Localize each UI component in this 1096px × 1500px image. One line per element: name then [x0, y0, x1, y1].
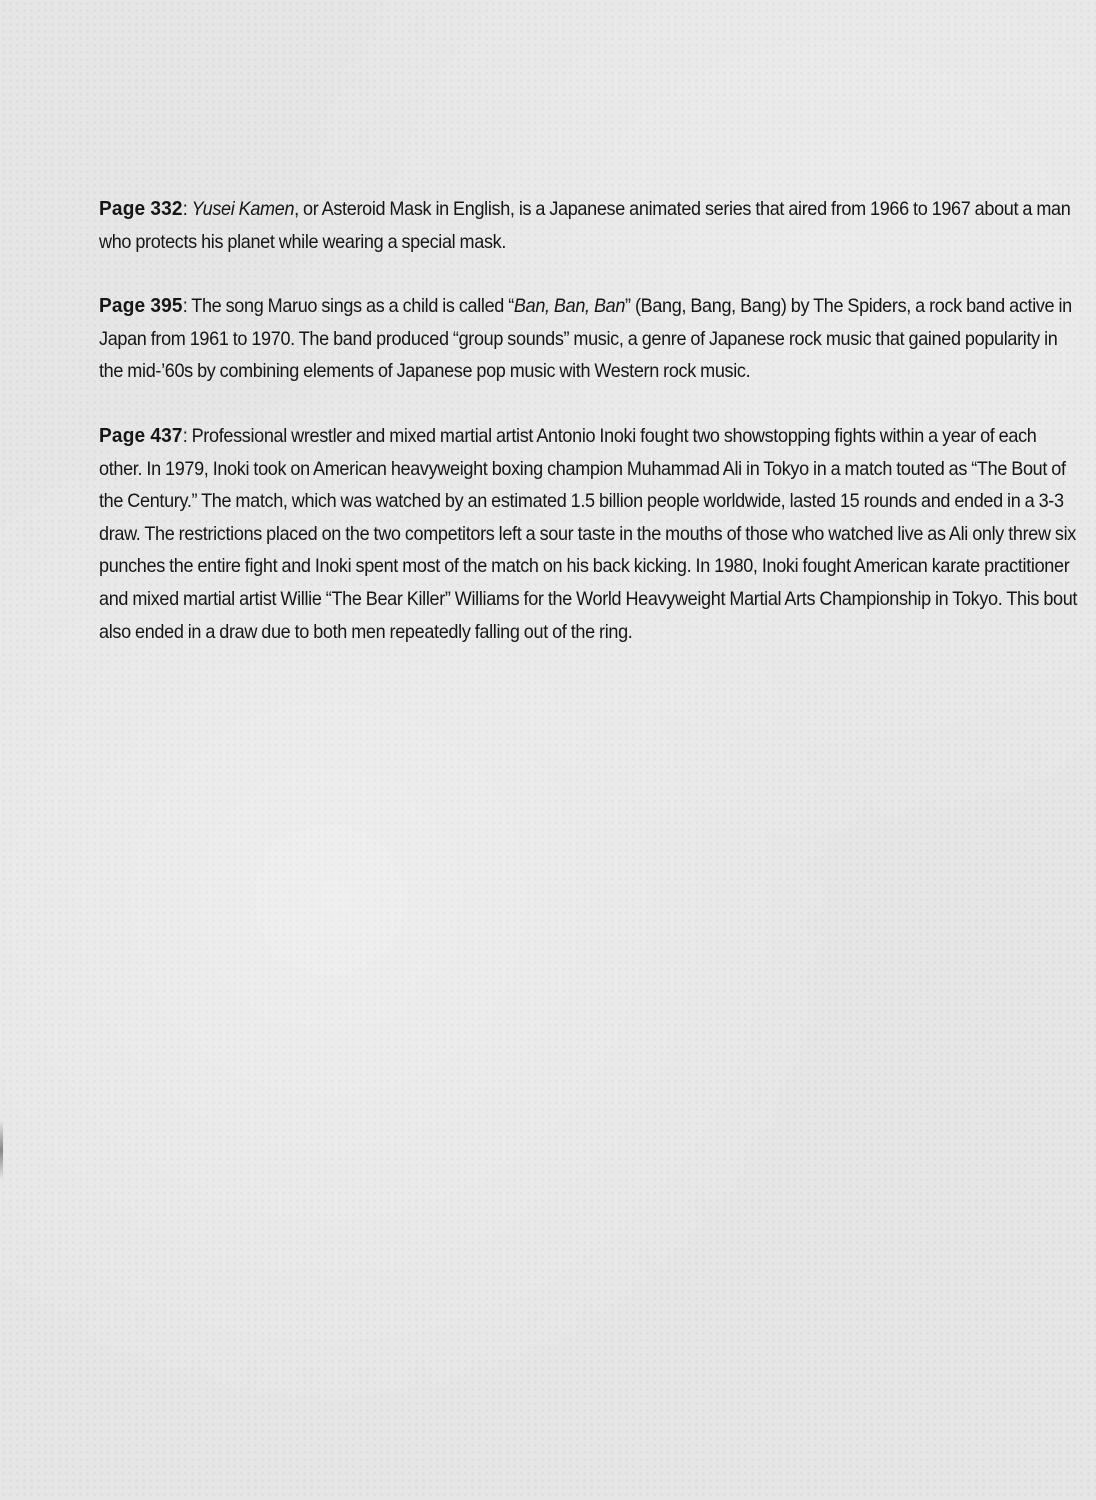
note-page-ref: Page 332 — [99, 197, 183, 220]
note-page-ref: Page 395 — [99, 294, 183, 318]
note-page-395 — [99, 290, 1079, 388]
note-song-title: Ban, Ban, Ban — [513, 295, 626, 318]
scan-edge-mark — [0, 1120, 3, 1180]
translation-notes — [99, 193, 1079, 680]
note-page-437 — [99, 420, 1079, 648]
note-separator: : — [182, 295, 192, 318]
note-separator: : — [182, 198, 192, 220]
note-separator: : — [182, 424, 192, 447]
note-body: Professional wrestler and mixed martial artist Antonio Inoki fought two showstopping fights within a year of each other. In 1979, Inoki took on American heavyweight boxing champion Muhammad Ali in Tokyo in a match touted as “The Bout of the Century.” The match, which was watched by an estimated 1.5 billion people worldwide, lasted 15 rounds and ended in a 3-3 draw. The restrictions placed on the two competitors left a sour taste in the mouths of those who watched live as Ali only threw six punches the entire fight and Inoki spent most of the match on his back kicking. In 1980, Inoki fought American karate practitioner and mixed martial artist Willie “The Bear Killer” Williams for the World Heavyweight Martial Arts Championship in Tokyo. This bout also ended in a draw due to both men repeatedly falling out of the ring. — [99, 424, 1078, 643]
note-body-lead: The song Maruo sings as a child is called “ — [191, 295, 514, 318]
note-series-title: Yusei Kamen — [191, 198, 295, 220]
note-page-332 — [99, 193, 1079, 258]
note-page-ref: Page 437 — [99, 423, 183, 447]
note-body: , or Asteroid Mask in English, is a Japanese animated series that aired from 1966 to 1967 about a man who protects his planet while wearing a special mask. — [99, 198, 1071, 253]
note-body: ” (Bang, Bang, Bang) by The Spiders, a rock band active in Japan from 1961 to 1970. The band produced “group sounds” music, a genre of Japanese rock music that gained popularity in the mid-’60s by combining elements of Japanese pop music with Western rock music. — [99, 295, 1072, 383]
